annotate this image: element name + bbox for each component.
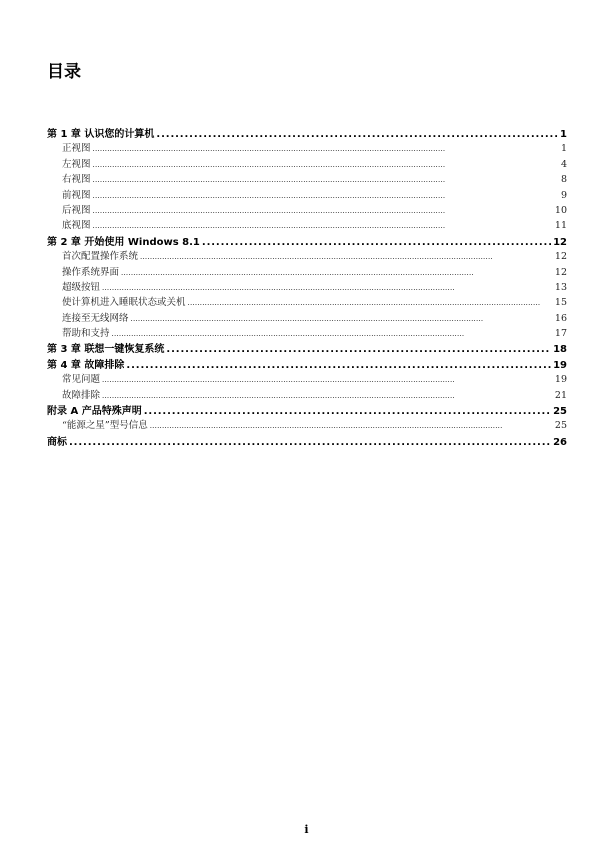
- toc-entry-page: 10: [554, 204, 567, 216]
- toc-chapter-entry[interactable]: [47, 402, 567, 417]
- dot-leader: [93, 159, 559, 170]
- toc-entry-page: 13: [554, 281, 567, 293]
- toc-entry-page: 1: [560, 129, 567, 140]
- toc-entry-page: 12: [554, 266, 567, 278]
- dot-leader: [150, 420, 553, 431]
- dot-leader: [121, 267, 553, 278]
- toc-chapter-entry[interactable]: [47, 340, 567, 355]
- toc-entry-page: 25: [553, 406, 567, 418]
- toc-entry-page: 1: [560, 143, 567, 155]
- dot-leader: [93, 220, 553, 231]
- toc-section-entry[interactable]: [47, 279, 567, 294]
- toc-section-entry[interactable]: [47, 310, 567, 325]
- toc-entry-page: 8: [560, 174, 567, 186]
- dot-leader: [131, 313, 553, 324]
- toc-entry-label: 常见问题: [62, 374, 101, 386]
- dot-leader: [144, 406, 551, 417]
- toc-entry-label: 正视图: [62, 143, 91, 155]
- toc-entry-page: 18: [553, 344, 567, 356]
- toc-entry-page: 11: [554, 220, 567, 232]
- table-of-contents: [47, 125, 567, 448]
- toc-section-entry[interactable]: [47, 217, 567, 232]
- toc-entry-label: 商标: [47, 436, 67, 448]
- dot-leader: [102, 390, 553, 401]
- toc-entry-label: “能源之星”型号信息: [62, 420, 148, 432]
- page-number: i: [304, 823, 309, 836]
- dot-leader: [156, 129, 558, 140]
- toc-section-entry[interactable]: [47, 417, 567, 432]
- dot-leader: [102, 282, 553, 293]
- dot-leader: [93, 190, 559, 201]
- toc-entry-page: 12: [553, 236, 567, 248]
- toc-section-entry[interactable]: [47, 140, 567, 155]
- dot-leader: [102, 374, 553, 385]
- toc-section-entry[interactable]: [47, 248, 567, 263]
- toc-entry-page: 21: [554, 389, 567, 401]
- dot-leader: [202, 237, 551, 248]
- dot-leader: [140, 251, 553, 262]
- toc-entry-page: 16: [554, 312, 567, 324]
- dot-leader: [188, 297, 553, 308]
- toc-entry-label: 第 2 章 开始使用 Windows 8.1: [47, 236, 200, 248]
- toc-entry-label: 第 4 章 故障排除: [47, 359, 125, 371]
- toc-entry-label: 前视图: [62, 189, 91, 201]
- toc-section-entry[interactable]: [47, 294, 567, 309]
- toc-entry-label: 故障排除: [62, 389, 101, 401]
- toc-chapter-entry[interactable]: [47, 356, 567, 371]
- toc-section-entry[interactable]: [47, 387, 567, 402]
- toc-entry-label: 底视图: [62, 220, 91, 232]
- toc-entry-label: 左视图: [62, 158, 91, 170]
- toc-entry-label: 第 3 章 联想一键恢复系统: [47, 344, 165, 356]
- toc-entry-label: 使计算机进入睡眠状态或关机: [62, 297, 186, 309]
- toc-entry-label: 连接至无线网络: [62, 312, 129, 324]
- toc-chapter-entry[interactable]: [47, 125, 567, 140]
- toc-entry-page: 4: [560, 158, 567, 170]
- dot-leader: [166, 344, 551, 355]
- toc-entry-page: 25: [554, 420, 567, 432]
- toc-entry-label: 超级按钮: [62, 281, 101, 293]
- toc-entry-label: 第 1 章 认识您的计算机: [47, 129, 155, 140]
- toc-chapter-entry[interactable]: [47, 433, 567, 448]
- dot-leader: [126, 360, 551, 371]
- dot-leader: [93, 143, 559, 154]
- page-title: 目录: [47, 62, 81, 82]
- toc-section-entry[interactable]: [47, 171, 567, 186]
- toc-section-entry[interactable]: [47, 371, 567, 386]
- toc-entry-page: 19: [553, 359, 567, 371]
- toc-entry-page: 12: [554, 251, 567, 263]
- toc-entry-page: 26: [553, 436, 567, 448]
- toc-entry-page: 19: [554, 374, 567, 386]
- toc-section-entry[interactable]: [47, 156, 567, 171]
- toc-chapter-entry[interactable]: [47, 233, 567, 248]
- toc-entry-label: 帮助和支持: [62, 328, 110, 340]
- toc-section-entry[interactable]: [47, 264, 567, 279]
- toc-entry-label: 操作系统界面: [62, 266, 120, 278]
- toc-entry-label: 首次配置操作系统: [62, 251, 139, 263]
- dot-leader: [69, 437, 551, 448]
- toc-entry-label: 后视图: [62, 204, 91, 216]
- dot-leader: [93, 174, 559, 185]
- dot-leader: [112, 328, 553, 339]
- toc-section-entry[interactable]: [47, 187, 567, 202]
- toc-section-entry[interactable]: [47, 325, 567, 340]
- toc-entry-page: 17: [554, 328, 567, 340]
- dot-leader: [93, 205, 553, 216]
- toc-entry-label: 附录 A 产品特殊声明: [47, 406, 142, 418]
- toc-entry-label: 右视图: [62, 174, 91, 186]
- toc-section-entry[interactable]: [47, 202, 567, 217]
- toc-entry-page: 15: [554, 297, 567, 309]
- toc-entry-page: 9: [560, 189, 567, 201]
